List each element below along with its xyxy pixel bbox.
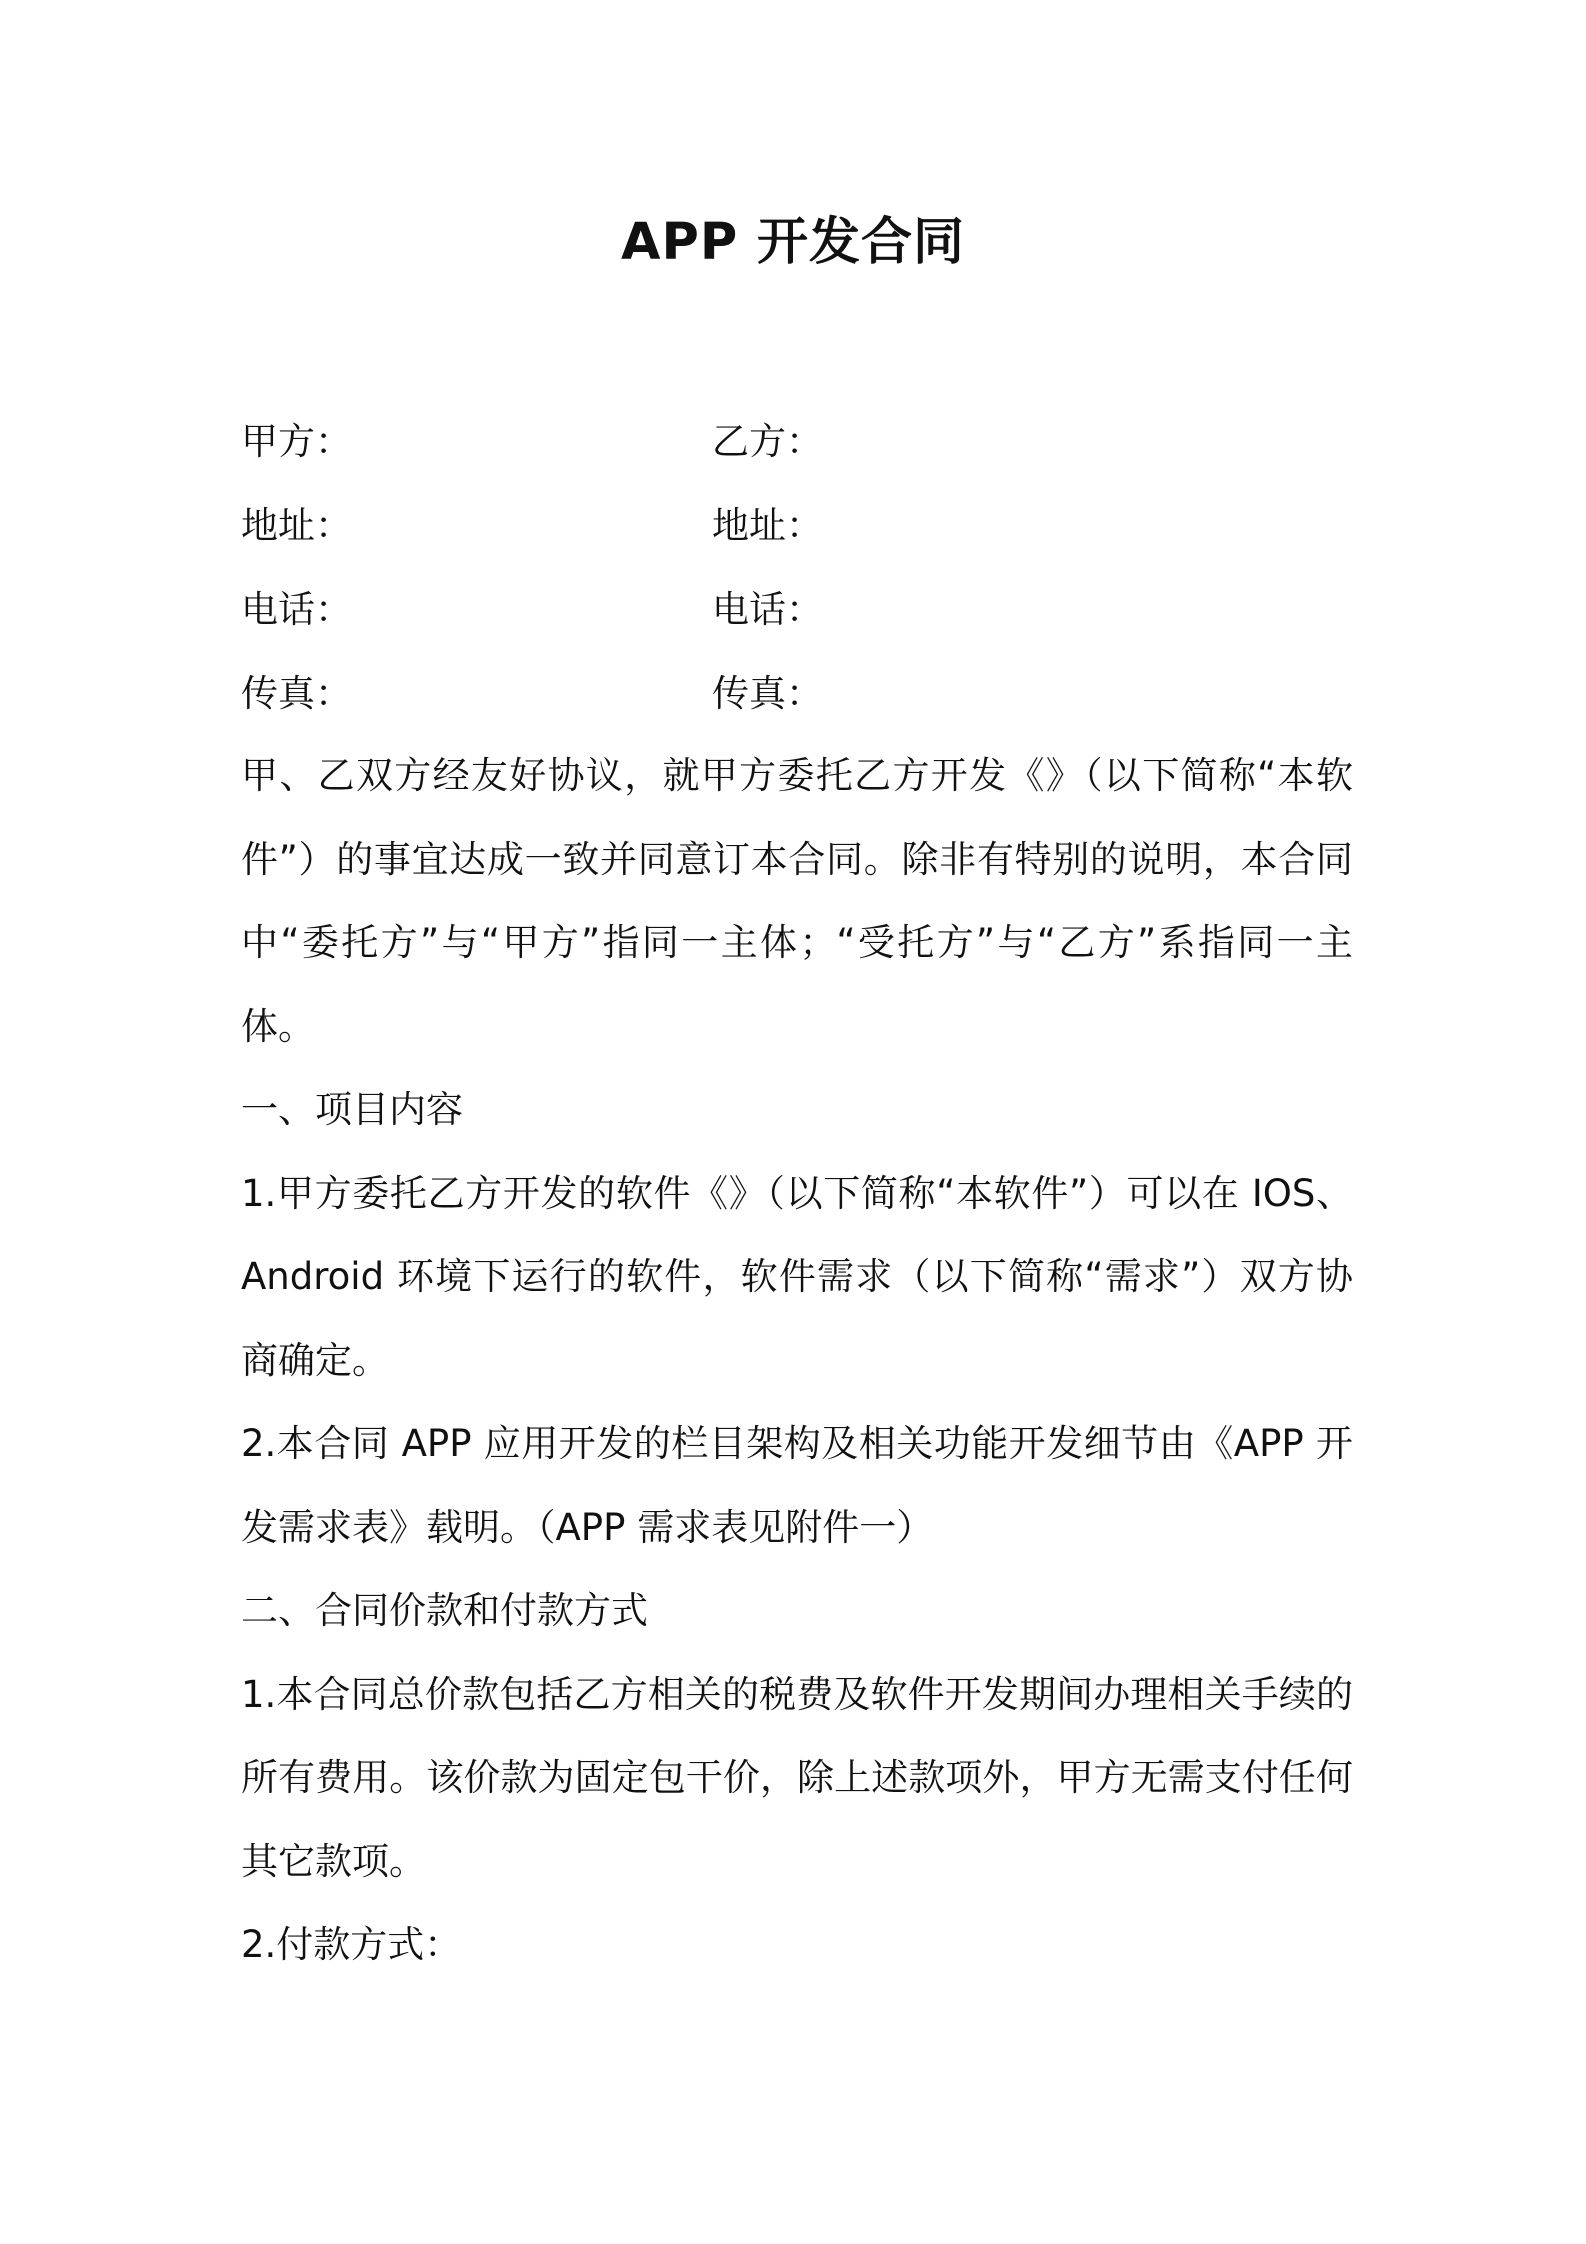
- party-b-fax-label: 传真：: [712, 672, 823, 715]
- section-1-item-2: 2.本合同 APP 应用开发的栏目架构及相关功能开发细节由《APP 开发需求表》载明。（APP 需求表见附件一）: [241, 1422, 1353, 1549]
- party-b-phone-label: 电话：: [712, 588, 823, 631]
- party-b-name-label: 乙方：: [712, 420, 823, 463]
- document-title: APP 开发合同: [621, 213, 965, 272]
- section-1-item-1: 1.甲方委托乙方开发的软件《》（以下简称“本软件”）可以在 IOS、Android 环境下运行的软件，软件需求（以下简称“需求”）双方协商确定。: [241, 1171, 1353, 1382]
- party-a-phone-label: 电话：: [241, 588, 352, 631]
- party-b-address-label: 地址：: [712, 504, 823, 547]
- section-1-heading: 一、项目内容: [241, 1088, 463, 1131]
- party-row-fax: [241, 652, 1351, 736]
- contract-body: [241, 734, 1353, 1987]
- section-2-heading: 二、合同价款和付款方式: [241, 1589, 648, 1632]
- section-2-item-2: 2.付款方式：: [241, 1923, 462, 1966]
- party-a-fax-label: 传真：: [241, 672, 352, 715]
- section-2-item-1: 1.本合同总价款包括乙方相关的税费及软件开发期间办理相关手续的所有费用。该价款为固定包干价，除上述款项外，甲方无需支付任何其它款项。: [241, 1672, 1353, 1883]
- party-a-address-label: 地址：: [241, 504, 352, 547]
- intro-paragraph: 甲、乙双方经友好协议，就甲方委托乙方开发《》（以下简称“本软件”）的事宜达成一致并同意订本合同。除非有特别的说明，本合同中“委托方”与“甲方”指同一主体；“受托方”与“乙方”系指同一主体。: [241, 754, 1353, 1048]
- party-row-name: [241, 400, 1351, 484]
- party-row-address: [241, 484, 1351, 568]
- party-info-block: [241, 400, 1351, 736]
- party-a-name-label: 甲方：: [241, 420, 352, 463]
- party-row-phone: [241, 568, 1351, 652]
